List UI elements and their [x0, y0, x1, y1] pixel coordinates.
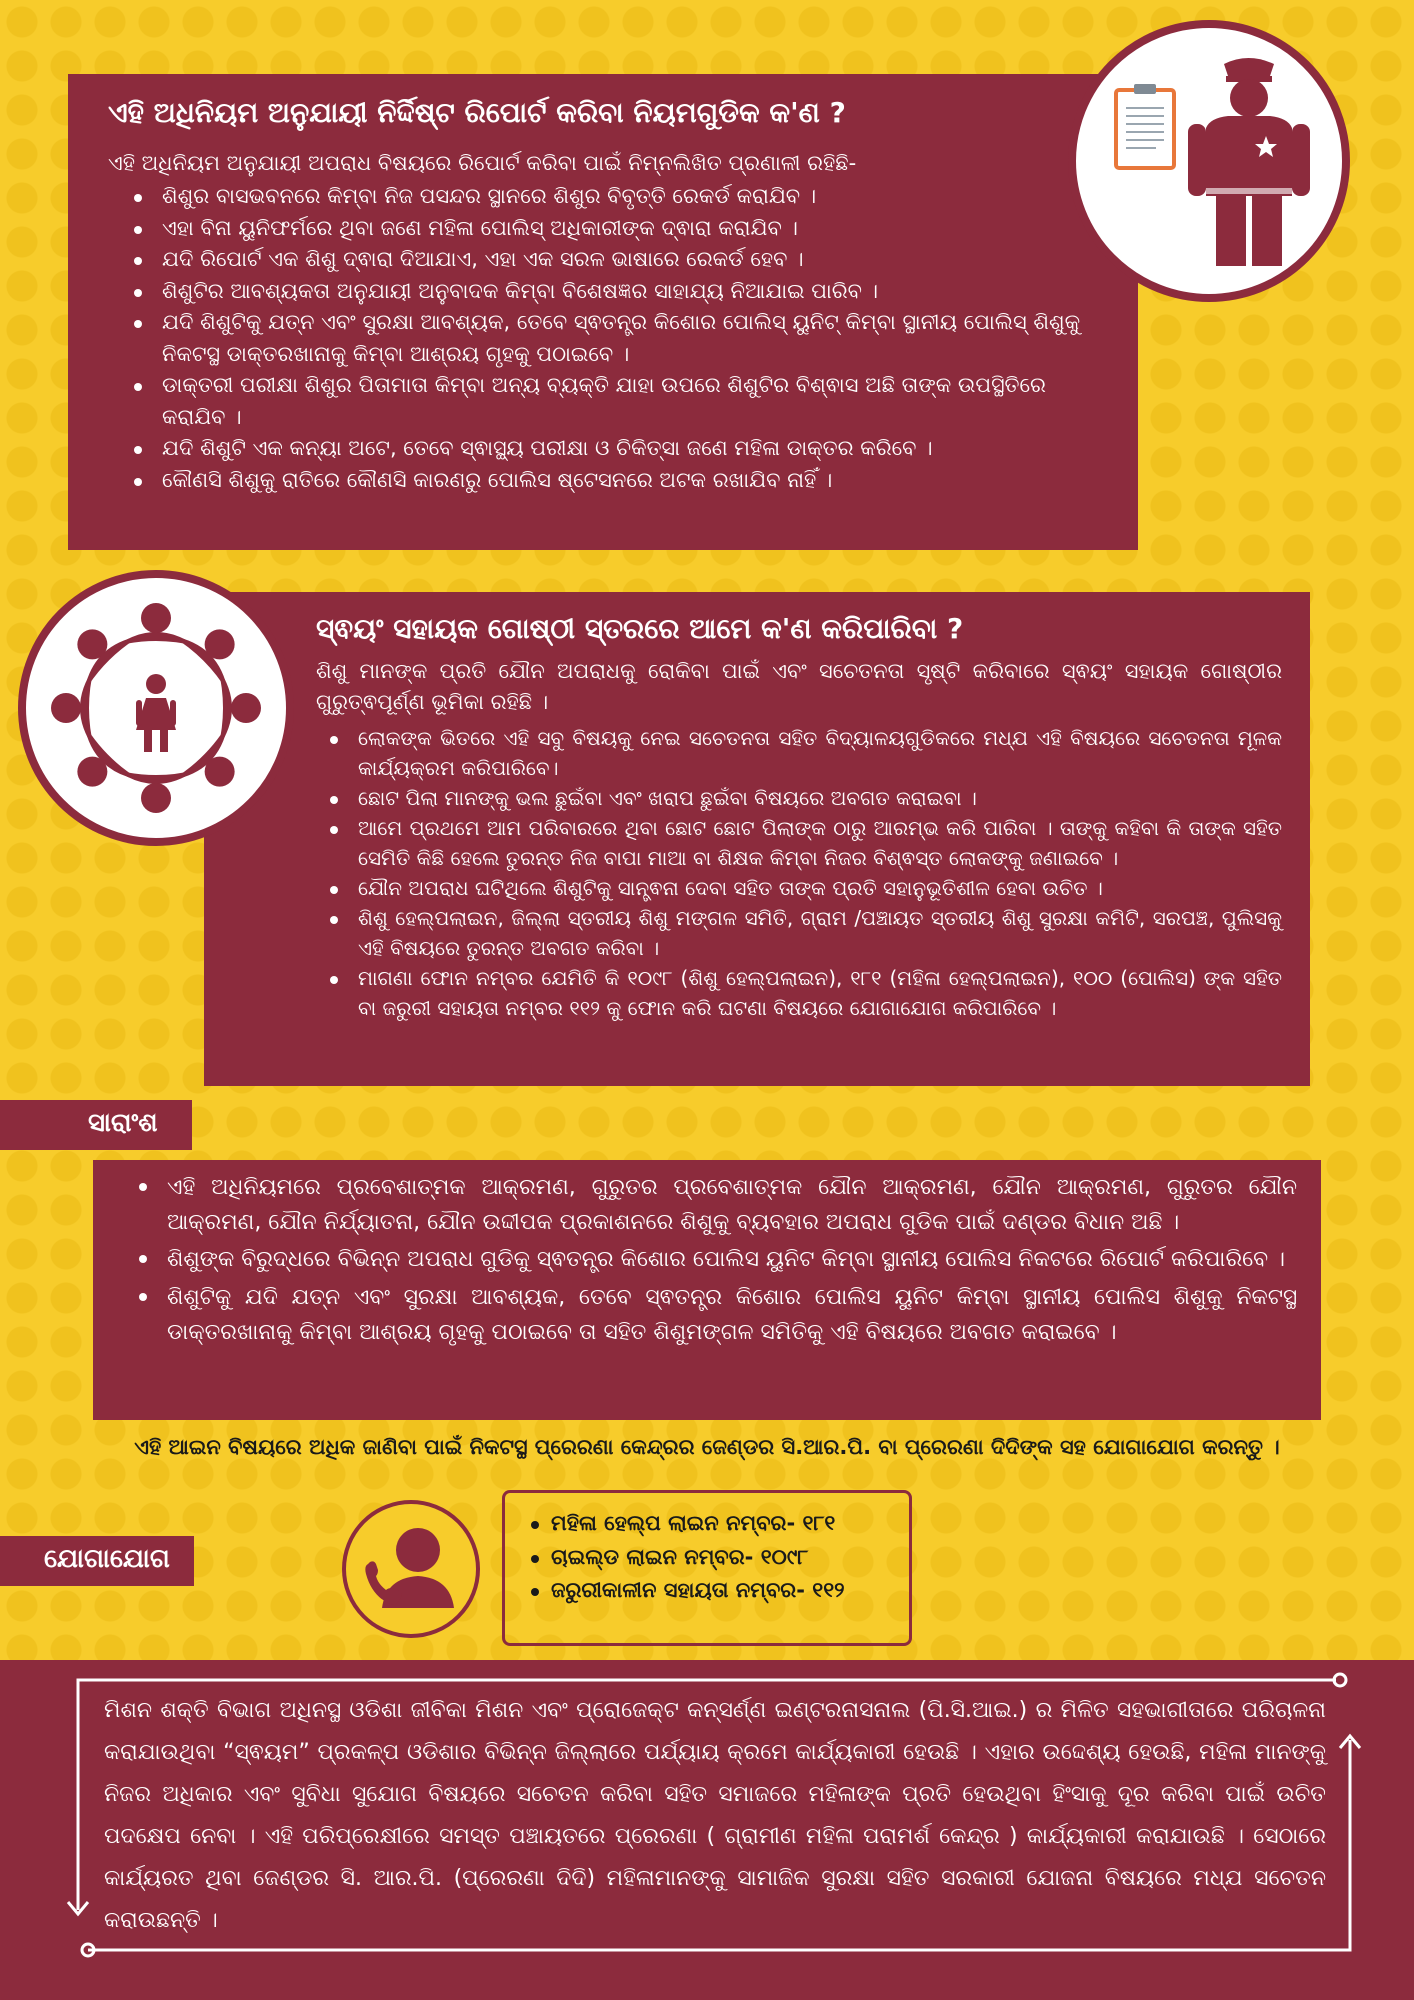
women-group-icon: [26, 578, 286, 838]
list-item: ଡାକ୍ତରୀ ପରୀକ୍ଷା ଶିଶୁର ପିତାମାତା କିମ୍ବା ଅନ୍ୟ ବ୍ୟକ୍ତି ଯାହା ଉପରେ ଶିଶୁଟିର ବିଶ୍ଵାସ ଅଛି ତାଙ୍କ ଉପସ୍ଥିତିରେ କରାଯିବ ।: [162, 370, 1108, 433]
reporting-rules-intro: ଏହି ଅଧିନିୟମ ଅନୁଯାୟୀ ଅପରାଧ ବିଷୟରେ ରିପୋର୍ଟ କରିବା ପାଇଁ ନିମ୍ନଲିଖିତ ପ୍ରଣାଳୀ ରହିଛି-: [108, 150, 857, 175]
helpline-list: [541, 1507, 909, 1608]
list-item: ଏହି ଅଧିନିୟମରେ ପ୍ରବେଶାତ୍ମକ ଆକ୍ରମଣ, ଗୁରୁତର ପ୍ରବେଶାତ୍ମକ ଯୌନ ଆକ୍ରମଣ, ଯୌନ ଆକ୍ରମଣ, ଗୁରୁତର ଯୌନ ଆକ୍ରମଣ, ଯୌନ ନିର୍ଯ୍ୟାତନା, ଯୌନ ଉଦ୍ଦୀପକ ପ୍ରକାଶନରେ ଶିଶୁକୁ ବ୍ୟବହାର ଅପରାଧ ଗୁଡିକ ପାଇଁ ଦଣ୍ଡର ବିଧାନ ଅଛି ।: [167, 1170, 1297, 1240]
reporting-rules-title: ଏହି ଅଧିନିୟମ ଅନୁଯାୟୀ ନିର୍ଦ୍ଦିଷ୍ଟ ରିପୋର୍ଟ କରିବା ନିୟମଗୁଡିକ କ'ଣ ?: [108, 96, 846, 129]
shg-panel: [204, 592, 1310, 1086]
summary-label: ସାରାଂଶ: [0, 1100, 192, 1150]
list-item: ମହିଳା ହେଲ୍ପ ଲାଇନ ନମ୍ବର- ୧୮୧: [551, 1507, 909, 1541]
list-item: ଯଦି ଶିଶୁଟିକୁ ଯତ୍ନ ଏବଂ ସୁରକ୍ଷା ଆବଶ୍ୟକ, ତେବେ ସ୍ଵତନ୍ତ୍ର କିଶୋର ପୋଲିସ୍ ୟୁନିଟ୍ କିମ୍ବା ସ୍ଥାନୀୟ ପୋଲିସ୍ ଶିଶୁକୁ ନିକଟସ୍ଥ ଡାକ୍ତରଖାନାକୁ କିମ୍ବା ଆଶ୍ରୟ ଗୃହକୁ ପଠାଇବେ ।: [162, 307, 1108, 370]
footer-text: ମିଶନ ଶକ୍ତି ବିଭାଗ ଅଧିନସ୍ଥ ଓଡିଶା ଜୀବିକା ମିଶନ ଏବଂ ପ୍ରୋଜେକ୍ଟ କନ୍ସର୍ଣ୍ଣ ଇଣ୍ଟରନାସନାଲ (ପି.ସି.ଆଇ.) ର ମିଳିତ ସହଭାଗୀତାରେ ପରିଚାଳନା କରାଯାଉଥିବା “ସ୍ଵୟମ” ପ୍ରକଳ୍ପ ଓଡିଶାର ବିଭିନ୍ନ ଜିଲ୍ଲାରେ ପର୍ଯ୍ୟାୟ କ୍ରମେ କାର୍ଯ୍ୟକାରୀ ହେଉଛି । ଏହାର ଉଦ୍ଦେଶ୍ୟ ହେଉଛି, ମହିଳା ମାନଙ୍କୁ ନିଜର ଅଧିକାର ଏବଂ ସୁବିଧା ସୁଯୋଗ ବିଷୟରେ ସଚେତନ କରିବା ସହିତ ସମାଜରେ ମହିଳାଙ୍କ ପ୍ରତି ହେଉଥିବା ହିଂସାକୁ ଦୂର କରିବା ପାଇଁ ଉଚିତ ପଦକ୍ଷେପ ନେବା । ଏହି ପରିପ୍ରେକ୍ଷୀରେ ସମସ୍ତ ପଞ୍ଚାୟତରେ ପ୍ରେରଣା ( ଗ୍ରାମୀଣ ମହିଳା ପରାମର୍ଶ କେନ୍ଦ୍ର ) କାର୍ଯ୍ୟକାରୀ କରାଯାଉଛି । ସେଠାରେ କାର୍ଯ୍ୟରତ ଥିବା ଜେଣ୍ଡର ସି. ଆର.ପି. (ପ୍ରେରଣା ଦିଦି) ମହିଳାମାନଙ୍କୁ ସାମାଜିକ ସୁରକ୍ଷା ସହିତ ସରକାରୀ ଯୋଜନା ବିଷୟରେ ମଧ୍ଯ ସଚେତନ କରାଉଛନ୍ତି ।: [104, 1698, 1326, 1933]
list-item: ଶିଶୁର ବାସଭବନରେ କିମ୍ବା ନିଜ ପସନ୍ଦର ସ୍ଥାନରେ ଶିଶୁର ବିବୃତ୍ତି ରେକର୍ଡ କରାଯିବ ।: [162, 181, 1108, 213]
contact-note: ଏହି ଆଇନ ବିଷୟରେ ଅଧିକ ଜାଣିବା ପାଇଁ ନିକଟସ୍ଥ ପ୍ରେରଣା କେନ୍ଦ୍ରର ଜେଣ୍ଡର ସି.ଆର.ପି. ବା ପ୍ରେରଣା ଦିଦିଙ୍କ ସହ ଯୋଗାଯୋଗ କରନ୍ତୁ ।: [134, 1435, 1280, 1459]
list-item: ମାଗଣା ଫୋନ ନମ୍ବର ଯେମିତି କି ୧୦୯୮ (ଶିଶୁ ହେଲ୍ପଲାଇନ), ୧୮୧ (ମହିଳା ହେଲ୍ପଲାଇନ), ୧୦୦ (ପୋଲିସ) ଙ୍କ ସହିତ ବା ଜରୁରୀ ସହାୟତା ନମ୍ବର ୧୧୨ କୁ ଫୋନ କରି ଘଟଣା ବିଷୟରେ ଯୋଗାଯୋଗ କରିପାରିବେ ।: [358, 963, 1282, 1023]
list-item: ଯୌନ ଅପରାଧ ଘଟିଥିଲେ ଶିଶୁଟିକୁ ସାନ୍ତ୍ଵନା ଦେବା ସହିତ ତାଙ୍କ ପ୍ରତି ସହାନୁଭୂତିଶୀଳ ହେବା ଉଚିତ ।: [358, 873, 1282, 903]
reporting-rules-panel: [68, 74, 1138, 550]
helpline-box: [502, 1490, 912, 1646]
contact-label: ଯୋଗାଯୋଗ: [0, 1536, 194, 1586]
police-officer-icon: [1188, 58, 1310, 266]
list-item: ଶିଶୁଟିକୁ ଯଦି ଯତ୍ନ ଏବଂ ସୁରକ୍ଷା ଆବଶ୍ୟକ, ତେବେ ସ୍ଵତନ୍ତ୍ର କିଶୋର ପୋଲିସ ୟୁନିଟ କିମ୍ବା ସ୍ଥାନୀୟ ପୋଲିସ ଶିଶୁକୁ ନିକଟସ୍ଥ ଡାକ୍ତରଖାନାକୁ କିମ୍ବା ଆଶ୍ରୟ ଗୃହକୁ ପଠାଇବେ ତା ସହିତ ଶିଶୁମଙ୍ଗଳ ସମିତିକୁ ଏହି ବିଷୟରେ ଅବଗତ କରାଇବେ ।: [167, 1280, 1297, 1350]
list-item: ଜରୁରୀକାଳୀନ ସହାୟତା ନମ୍ବର- ୧୧୨: [551, 1574, 909, 1608]
list-item: କୌଣସି ଶିଶୁକୁ ରାତିରେ କୌଣସି କାରଣରୁ ପୋଲିସ ଷ୍ଟେସନରେ ଅଟକ ରଖାଯିବ ନାହିଁ ।: [162, 465, 1108, 497]
reporting-rules-list: [108, 181, 1108, 496]
footer-panel: [0, 1660, 1414, 2000]
list-item: ଶିଶୁ ହେଲ୍ପଲାଇନ, ଜିଲ୍ଲା ସ୍ତରୀୟ ଶିଶୁ ମଙ୍ଗଳ ସମିତି, ଗ୍ରାମ /ପଞ୍ଚାୟତ ସ୍ତରୀୟ ଶିଶୁ ସୁରକ୍ଷା କମିଟି, ସରପଞ୍ଚ, ପୁଲିସକୁ ଏହି ବିଷୟରେ ତୁରନ୍ତ ଅବଗତ କରିବା ।: [358, 903, 1282, 963]
list-item: ଶିଶୁଙ୍କ ବିରୁଦ୍ଧରେ ବିଭିନ୍ନ ଅପରାଧ ଗୁଡିକୁ ସ୍ଵତନ୍ତ୍ର କିଶୋର ପୋଲିସ ୟୁନିଟ କିମ୍ବା ସ୍ଥାନୀୟ ପୋଲିସ ନିକଟରେ ରିପୋର୍ଟ କରିପାରିବେ ।: [167, 1242, 1297, 1277]
list-item: ଛୋଟ ପିଲା ମାନଙ୍କୁ ଭଲ ଛୁଇଁବା ଏବଂ ଖରାପ ଛୁଇଁବା ବିଷୟରେ ଅବଗତ କରାଇବା ।: [358, 783, 1282, 813]
list-item: ଯଦି ଶିଶୁଟି ଏକ କନ୍ୟା ଅଟେ, ତେବେ ସ୍ଵାସ୍ଥ୍ୟ ପରୀକ୍ଷା ଓ ଚିକିତ୍ସା ଜଣେ ମହିଳା ଡାକ୍ତର କରିବେ ।: [162, 433, 1108, 465]
phone-contact-illustration: [342, 1500, 480, 1638]
list-item: ଆମେ ପ୍ରଥମେ ଆମ ପରିବାରରେ ଥିବା ଛୋଟ ଛୋଟ ପିଲାଙ୍କ ଠାରୁ ଆରମ୍ଭ କରି ପାରିବା । ତାଙ୍କୁ କହିବା କି ତାଙ୍କ ସହିତ ସେମିତି କିଛି ହେଲେ ତୁରନ୍ତ ନିଜ ବାପା ମାଆ ବା ଶିକ୍ଷକ କିମ୍ବା ନିଜର ବିଶ୍ଵସ୍ତ ଲୋକଙ୍କୁ ଜଣାଇବେ ।: [358, 813, 1282, 873]
list-item: ଏହା ବିନା ୟୁନିଫର୍ମରେ ଥିବା ଜଣେ ମହିଳା ପୋଲିସ୍ ଅଧିକାରୀଙ୍କ ଦ୍ଵାରା କରାଯିବ ।: [162, 213, 1108, 245]
list-item: ଚାଇଲ୍ଡ ଲାଇନ ନମ୍ବର- ୧୦୯୮: [551, 1541, 909, 1575]
phone-contact-icon: [346, 1504, 476, 1634]
women-group-illustration: [18, 570, 294, 846]
clipboard-icon: [1116, 84, 1174, 168]
list-item: ଲୋକଙ୍କ ଭିତରେ ଏହି ସବୁ ବିଷୟକୁ ନେଇ ସଚେତନତା ସହିତ ବିଦ୍ୟାଳୟଗୁଡିକରେ ମଧ୍ଯ ଏହି ବିଷୟରେ ସଚେତନତା ମୂଳକ କାର୍ଯ୍ୟକ୍ରମ କରିପାରିବେ।: [358, 723, 1282, 783]
list-item: ଶିଶୁଟିର ଆବଶ୍ୟକତା ଅନୁଯାୟୀ ଅନୁବାଦକ କିମ୍ବା ବିଶେଷଜ୍ଞର ସାହାଯ୍ୟ ନିଆଯାଇ ପାରିବ ।: [162, 276, 1108, 308]
shg-title: ସ୍ଵୟଂ ସହାୟକ ଗୋଷ୍ଠୀ ସ୍ତରରେ ଆମେ କ'ଣ କରିପାରିବା ?: [316, 612, 964, 645]
summary-panel: [93, 1160, 1321, 1420]
shg-intro: ଶିଶୁ ମାନଙ୍କ ପ୍ରତି ଯୌନ ଅପରାଧକୁ ରୋକିବା ପାଇଁ ଏବଂ ସଚେତନତା ସୃଷ୍ଟି କରିବାରେ ସ୍ଵୟଂ ସହାୟକ ଗୋଷ୍ଠୀର ଗୁରୁତ୍ଵପୂର୍ଣ୍ଣ ଭୂମିକା ରହିଛି ।: [316, 658, 1282, 715]
summary-list: [139, 1170, 1297, 1350]
shg-list: [316, 723, 1282, 1023]
police-illustration: [1068, 20, 1350, 302]
list-item: ଯଦି ରିପୋର୍ଟ ଏକ ଶିଶୁ ଦ୍ଵାରା ଦିଆଯାଏ, ଏହା ଏକ ସରଳ ଭାଷାରେ ରେକର୍ଡ ହେବ ।: [162, 244, 1108, 276]
